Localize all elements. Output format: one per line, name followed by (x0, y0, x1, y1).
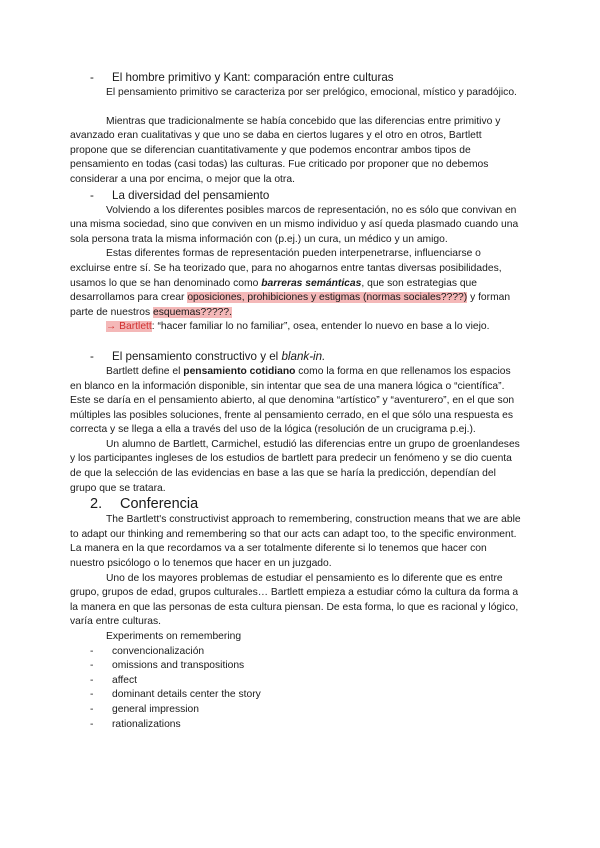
spacer (70, 335, 522, 349)
list-item (70, 688, 522, 703)
list-item-text: omissions and transpositions (112, 660, 245, 672)
bold-text: pensamiento cotidiano (183, 365, 296, 377)
bullet-dash: - (90, 674, 94, 686)
section-heading-conferencia (70, 496, 522, 513)
list-item (70, 718, 522, 733)
bullet-dash: - (90, 71, 94, 84)
bullet-dash: - (90, 689, 94, 701)
list-item-text: dominant details center the story (112, 689, 261, 701)
text-run: , que son estrategias que desarrollamos para crear (70, 277, 478, 304)
spacer (70, 101, 522, 115)
text-run: El pensamiento constructivo y el (112, 349, 282, 363)
italic-text: blank-in. (281, 349, 326, 363)
bullet-heading-primitive (70, 70, 522, 86)
bullet-text: La diversidad del pensamiento (112, 188, 270, 202)
bullet-dash: - (90, 660, 94, 672)
text-run: y forman parte de nuestros (70, 292, 511, 318)
paragraph: Uno de los mayores problemas de estudiar el pensamiento es lo diferente que es entre grupo, grupos de edad, grupos culturales… Bartlett empieza a estudiar cómo la cultura da forma a la manera en que las personas de esta cultura piensan. De esta forma, lo que es racional y lógico, varía entre culturas. (70, 572, 519, 628)
text-run: : “hacer familiar lo no familiar”, osea, entender lo nuevo en base a lo viejo. (151, 321, 490, 333)
paragraph (70, 320, 522, 335)
emphasis-text: barreras semánticas (261, 277, 362, 289)
paragraph: The Bartlett's constructivist approach to remembering, construction means that we are able to adapt our thinking and remembering so that our acts can adapt too, to the specific environment. La manera en la que recordamos va a ser totalmente diferente si lo tenemos que hacer con nuestro psicólogo o lo tenemos que hacer en un juzgado. (70, 514, 521, 570)
bullet-text: El hombre primitivo y Kant: comparación entre culturas (112, 71, 394, 84)
paragraph: Volviendo a los diferentes posibles marcos de representación, no es sólo que convivan en una misma sociedad, sino que conviven en un mismo individuo y así queda plasmado cuando una sola persona trata la misma información con (p.ej.) un cura, un médico y un amigo. (70, 204, 519, 245)
list-item (70, 674, 522, 689)
highlighted-text: → Bartlett (106, 321, 152, 333)
list-item-text: rationalizations (112, 718, 181, 730)
highlighted-text: esquemas?????. (153, 306, 233, 318)
highlighted-text: oposiciones, prohibiciones y estigmas (normas sociales????) (187, 292, 468, 304)
list-item (70, 703, 522, 718)
text-run: como la forma en que rellenamos los espacios en blanco en la información disponible, sin intentar que sea de una manera lógica o “científica”. Este se daría en el pensamiento abierto, al que denomina “artístico” y “aventurero”, en el que son múltiples las posibles soluciones, frente al pensamiento cerrado, en el que sólo una respuesta es correcta y se llega a ella a través del uso de la lógica (resolución de un crucigrama p.ej.). (70, 365, 515, 436)
paragraph (70, 247, 522, 320)
list-item (70, 659, 522, 674)
bullet-dash: - (90, 645, 94, 657)
text-run: Bartlett define el (106, 365, 184, 377)
list-title: Experiments on remembering (106, 631, 242, 642)
bullet-dash: - (90, 703, 94, 715)
paragraph: Un alumno de Bartlett, Carmichel, estudió las diferencias entre un grupo de groenlandeses y los participantes ingleses de los estudios de bartlett para predecir un fenómeno y se dio cuenta de que la selección de las evidencias en base a las que se haría la predicción, dependían del grupo que se tratara. (70, 438, 520, 494)
bullet-dash: - (90, 188, 94, 202)
text-run: Estas diferentes formas de representación pueden interpenetrarse, influenciarse o excluirse entre sí. Se ha teorizado que, para no ahogarnos entre tantas diversas posibilidades, usamos lo que se han denominado como (70, 248, 502, 289)
paragraph: Mientras que tradicionalmente se había concebido que las diferencias entre primitivo y avanzado eran cualitativas y que uno se daba en ciertos lugares y el otro en otros, Bartlett propone que se diferencian cuantitativamente y que podemos encontrar ambos tipos de pensamiento en todas (casi todas) las culturas. Fue criticado por proponer que no debemos considerar a una por encima, o mejor que la otra. (70, 115, 501, 185)
experiments-list (70, 645, 522, 733)
document-page (70, 70, 522, 732)
bullet-dash: - (90, 718, 94, 730)
list-item-text: convencionalización (112, 645, 205, 657)
bullet-text (112, 349, 522, 365)
bullet-dash: - (90, 349, 94, 363)
list-item-text: general impression (112, 703, 199, 715)
bullet-heading-diversity (70, 188, 522, 204)
list-item (70, 645, 522, 660)
list-item-text: affect (112, 674, 137, 686)
section-number: 2. (90, 496, 103, 513)
section-title: Conferencia (120, 496, 199, 513)
paragraph (70, 365, 522, 438)
paragraph: El pensamiento primitivo se caracteriza por ser prelógico, emocional, místico y paradójico. (106, 87, 517, 98)
bullet-heading-constructive (70, 349, 522, 365)
